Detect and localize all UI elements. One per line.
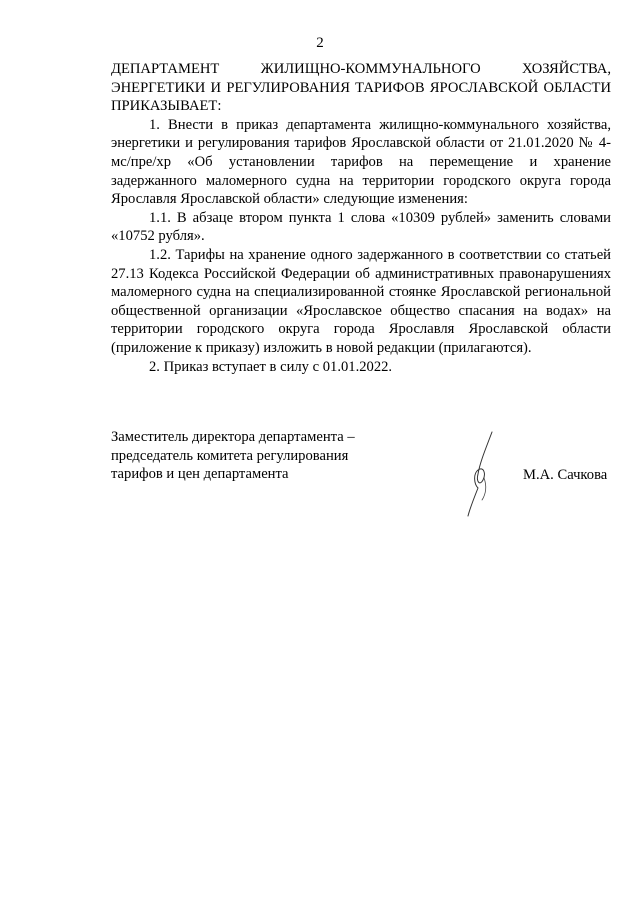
- signatory-position-line: Заместитель директора департамента –: [111, 429, 355, 445]
- signatory-position-line: тарифов и цен департамента: [111, 466, 289, 483]
- paragraph-2: 2. Приказ вступает в силу с 01.01.2022.: [149, 358, 393, 375]
- handwritten-signature: [464, 428, 504, 518]
- signature-block: [111, 428, 611, 518]
- paragraph-1-1: 1.1. В абзаце втором пункта 1 слова «10309 рублей» заменить словами «10752 рубля».: [111, 209, 611, 245]
- signatory-position-line: председатель комитета регулирования: [111, 447, 349, 464]
- paragraph-1-2: 1.2. Тарифы на хранение одного задержанного в соответствии со статьей 27.13 Кодекса Российской Федерации об административных правонарушениях маломерного судна на специализированной стоянке Ярославской региональной общественной организации «Ярославское общество спасания на водах» на территории городского округа города Ярославля Ярославской области (приложение к приказу) изложить в новой редакции (прилагаются).: [111, 246, 611, 356]
- page-number: 2: [316, 35, 324, 51]
- order-heading: ДЕПАРТАМЕНТ ЖИЛИЩНО-КОММУНАЛЬНОГО ХОЗЯЙСТВА, ЭНЕРГЕТИКИ И РЕГУЛИРОВАНИЯ ТАРИФОВ ЯРОСЛАВСКОЙ ОБЛАСТИ ПРИКАЗЫВАЕТ:: [111, 61, 611, 115]
- paragraph-1: 1. Внести в приказ департамента жилищно-коммунального хозяйства, энергетики и регулирования тарифов Ярославской области от 21.01.2020 № 4-мс/пре/хр «Об установлении тарифов на перемещение и хранение задержанного маломерного судна на территории городского округа города Ярославля Ярославской области» следующие изменения:: [111, 116, 611, 208]
- signatory-position: [111, 428, 355, 484]
- signatory-name: М.А. Сачкова: [523, 467, 608, 483]
- document-body: [111, 60, 611, 376]
